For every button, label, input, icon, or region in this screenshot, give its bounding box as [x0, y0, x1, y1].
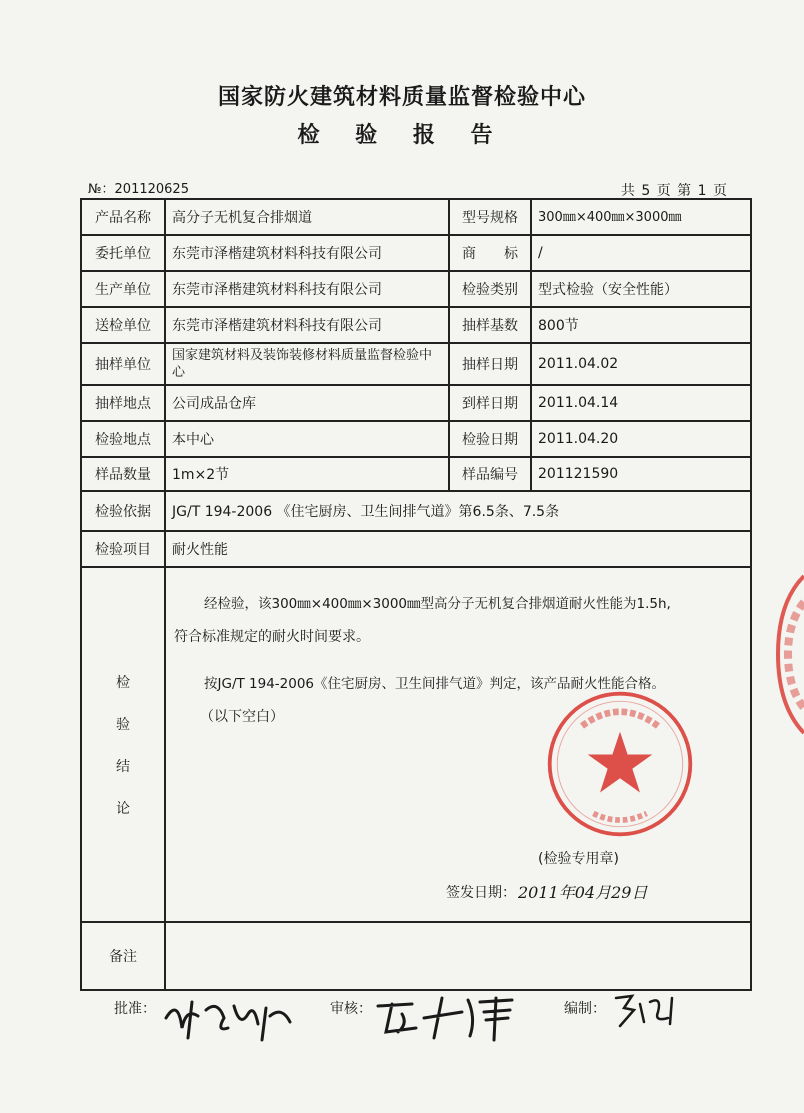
sample-date-value: 2011.04.02 [531, 343, 751, 385]
test-place-value: 本中心 [165, 421, 449, 457]
remarks-value [165, 922, 751, 990]
seal-note: (检验专用章) [538, 851, 619, 867]
report-title: 检 验 报 告 [297, 123, 507, 148]
product-name-label: 产品名称 [81, 199, 165, 235]
page-count: 共 5 页 第 1 页 [620, 183, 728, 199]
conclusion-line-2: 符合标准规定的耐火时间要求。 [174, 629, 370, 645]
basis-value: JG/T 194-2006 《住宅厨房、卫生间排气道》第6.5条、7.5条 [165, 491, 751, 531]
sample-no-label: 样品编号 [449, 457, 531, 491]
approver-signature [158, 988, 308, 1048]
issue-date-label: 签发日期： [446, 885, 516, 901]
approve-label: 批准： [114, 1001, 156, 1017]
official-seal [544, 688, 696, 840]
manufacturer-value: 东莞市泽楷建筑材料科技有限公司 [165, 271, 449, 307]
sample-date-label: 抽样日期 [449, 343, 531, 385]
conclusion-char: 检 [116, 674, 130, 691]
report-number: №：201120625 [88, 182, 189, 197]
arrival-date-value: 2011.04.14 [531, 385, 751, 421]
sender-value: 东莞市泽楷建筑材料科技有限公司 [165, 307, 449, 343]
sample-no-value: 201121590 [531, 457, 751, 491]
conclusion-label [81, 567, 165, 922]
brand-label: 商 标 [449, 235, 531, 271]
sample-qty-value: 1m×2节 [165, 457, 449, 491]
item-value: 耐火性能 [165, 531, 751, 567]
sampler-value: 国家建筑材料及装饰装修材料质量监督检验中心 [165, 343, 449, 385]
test-date-value: 2011.04.20 [531, 421, 751, 457]
client-value: 东莞市泽楷建筑材料科技有限公司 [165, 235, 449, 271]
brand-value: / [531, 235, 751, 271]
review-label: 审核： [330, 1001, 372, 1017]
report-table [80, 198, 752, 991]
issue-date-value: 2011年04月29日 [518, 883, 648, 902]
manufacturer-label: 生产单位 [81, 271, 165, 307]
conclusion-char: 论 [116, 800, 130, 817]
conclusion-line-3: 按JG/T 194-2006《住宅厨房、卫生间排气道》判定，该产品耐火性能合格。 [204, 676, 666, 692]
sender-label: 送检单位 [81, 307, 165, 343]
sample-qty-label: 样品数量 [81, 457, 165, 491]
org-title: 国家防火建筑材料质量监督检验中心 [217, 85, 586, 110]
preparer-signature [610, 988, 690, 1032]
sample-place-value: 公司成品仓库 [165, 385, 449, 421]
conclusion-char: 结 [116, 758, 130, 775]
conclusion-char: 验 [116, 716, 130, 733]
sample-place-label: 抽样地点 [81, 385, 165, 421]
model-value: 300㎜×400㎜×3000㎜ [531, 199, 751, 235]
basis-label: 检验依据 [81, 491, 165, 531]
side-seal-fragment [774, 572, 804, 737]
sample-base-value: 800节 [531, 307, 751, 343]
blank-note: （以下空白） [200, 709, 284, 725]
remarks-label: 备注 [81, 922, 165, 990]
model-label: 型号规格 [449, 199, 531, 235]
sample-base-label: 抽样基数 [449, 307, 531, 343]
conclusion-body [165, 567, 751, 922]
test-type-value: 型式检验（安全性能） [531, 271, 751, 307]
test-place-label: 检验地点 [81, 421, 165, 457]
item-label: 检验项目 [81, 531, 165, 567]
client-label: 委托单位 [81, 235, 165, 271]
sampler-label: 抽样单位 [81, 343, 165, 385]
prepare-label: 编制： [564, 1001, 606, 1017]
test-date-label: 检验日期 [449, 421, 531, 457]
arrival-date-label: 到样日期 [449, 385, 531, 421]
reviewer-signature [372, 988, 532, 1044]
conclusion-line-1: 经检验，该300㎜×400㎜×3000㎜型高分子无机复合排烟道耐火性能为1.5h, [204, 596, 671, 612]
test-type-label: 检验类别 [449, 271, 531, 307]
product-name-value: 高分子无机复合排烟道 [165, 199, 449, 235]
